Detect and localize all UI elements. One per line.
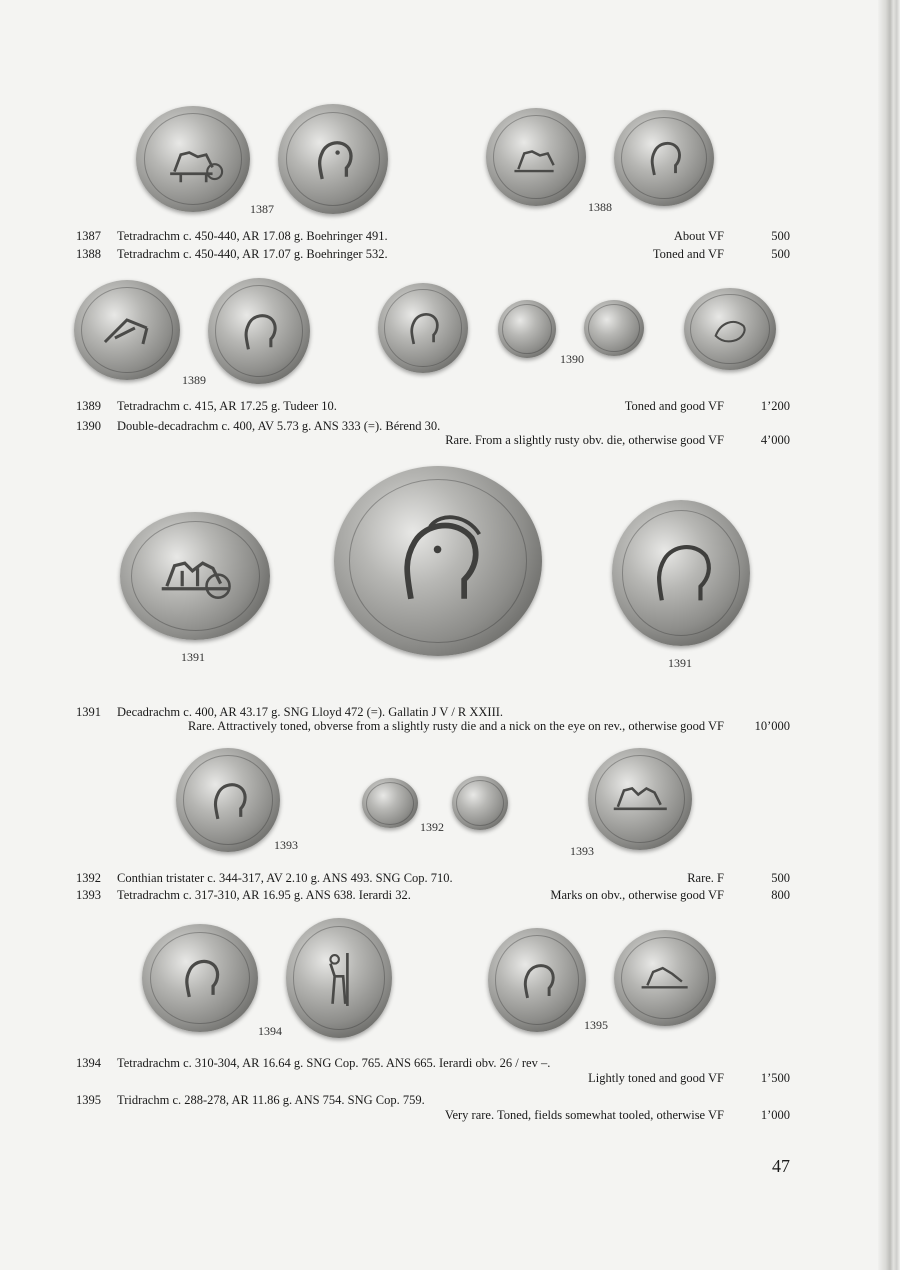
lot-grade: Rare. F (687, 871, 724, 885)
coin-1389-obverse-chariot (74, 280, 180, 380)
coin-1387-reverse-head (278, 104, 388, 214)
chariot-icon (632, 947, 697, 1008)
lot-grade: Toned and good VF (624, 399, 724, 413)
lot-description: Tetradrachm c. 450-440, AR 17.07 g. Boehringer 532. (117, 247, 388, 261)
coin-label-1392: 1392 (420, 820, 444, 834)
coin-label-1393-left: 1393 (274, 838, 298, 852)
lot-grade: Rare. From a slightly rusty obv. die, otherwise good VF (445, 433, 724, 447)
coin-label-1395: 1395 (584, 1018, 608, 1032)
coin-label-1394: 1394 (258, 1024, 282, 1038)
lot-description: Tetradrachm c. 317-310, AR 16.95 g. ANS 638. Ierardi 32. (117, 888, 411, 902)
lot-grade: Marks on obv., otherwise good VF (550, 888, 724, 902)
coin-1390-obverse-small (498, 300, 556, 358)
nike-icon (305, 940, 373, 1017)
heracles-lion-icon (701, 303, 760, 355)
lot-description: Conthian tristater c. 344-317, AV 2.10 g. ANS 493. SNG Cop. 710. (117, 871, 453, 885)
lot-number: 1392 (76, 871, 101, 885)
lot-grade: Rare. Attractively toned, obverse from a slightly rusty die and a nick on the eye on rev., otherwise good VF (188, 719, 724, 733)
coin-1394-obverse-head (142, 924, 258, 1032)
coin-label-1391-right: 1391 (668, 656, 692, 670)
lot-price: 1’000 (760, 1108, 790, 1122)
coin-1392-obverse (362, 778, 418, 828)
lot-grade: Toned and VF (652, 247, 724, 261)
coin-label-1393-right: 1393 (570, 844, 594, 858)
lot-row-1388 (76, 246, 790, 262)
lot-row-1394 (76, 1055, 790, 1071)
chariot-icon (504, 126, 568, 189)
coin-1389-reverse-head (208, 278, 310, 384)
coin-1387-obverse-chariot (136, 106, 250, 212)
lot-description: Decadrachm c. 400, AR 43.17 g. SNG Lloyd 472 (=). Gallatin J V / R XXIII. (117, 705, 504, 719)
lot-row-1393 (76, 887, 790, 903)
chariot-icon (93, 298, 161, 362)
lot-row-1387 (76, 228, 790, 244)
coin-label-1388: 1388 (588, 200, 612, 214)
lot-row-1395-grade (76, 1107, 790, 1123)
coin-label-1387: 1387 (250, 202, 274, 216)
lot-number: 1391 (76, 705, 101, 719)
lot-number: 1395 (76, 1093, 101, 1107)
coin-label-1391-left: 1391 (181, 650, 205, 664)
head-profile-icon (298, 124, 368, 194)
lot-description: Tetradrachm c. 415, AR 17.25 g. Tudeer 10. (117, 399, 337, 413)
head-profile-icon (506, 947, 569, 1014)
lot-grade: Very rare. Toned, fields somewhat tooled, otherwise VF (444, 1108, 724, 1122)
head-profile-icon (163, 943, 237, 1012)
lot-price: 4’000 (760, 433, 790, 447)
lot-description: Tetradrachm c. 450-440, AR 17.08 g. Boehringer 491. (117, 229, 388, 243)
coin-1391-quadriga (120, 512, 270, 640)
lot-price: 500 (771, 229, 790, 243)
lot-grade: About VF (673, 229, 724, 243)
coin-1388-reverse-head (614, 110, 714, 206)
coin-1395-obverse-head (488, 928, 586, 1032)
lot-row-1389 (76, 398, 790, 414)
coin-1388-obverse-chariot (486, 108, 586, 206)
lot-number: 1393 (76, 888, 101, 902)
coin-1393-obverse-head (176, 748, 280, 852)
coin-1391-arethusa (612, 500, 750, 646)
coin-label-1390: 1390 (560, 352, 584, 366)
lot-row-1395 (76, 1092, 790, 1108)
lot-price: 1’200 (760, 399, 790, 413)
coin-1393-reverse-quadriga (588, 748, 692, 850)
page-number: 47 (772, 1156, 790, 1176)
coin-1391-arethusa-large (334, 466, 542, 656)
lot-number: 1388 (76, 247, 101, 261)
lot-number: 1390 (76, 419, 101, 433)
head-profile-icon (632, 127, 696, 188)
lot-row-1394-grade (76, 1070, 790, 1086)
lot-grade: Lightly toned and good VF (588, 1071, 724, 1085)
lot-price: 10’000 (754, 719, 790, 733)
lot-number: 1389 (76, 399, 101, 413)
coin-1392-reverse-pegasus (452, 776, 508, 830)
lot-description: Tridrachm c. 288-278, AR 11.86 g. ANS 754. SNG Cop. 759. (117, 1093, 425, 1107)
lot-description: Tetradrachm c. 310-304, AR 16.64 g. SNG Cop. 765. ANS 665. Ierardi obv. 26 / rev –. (117, 1056, 551, 1070)
lot-price: 800 (771, 888, 790, 902)
coin-1390-obverse-large (378, 283, 468, 373)
head-profile-icon (226, 297, 291, 365)
chariot-icon (157, 125, 230, 193)
head-profile-icon (394, 299, 452, 357)
quadriga-icon (607, 766, 674, 831)
lot-description: Double-decadrachm c. 400, AV 5.73 g. ANS 333 (=). Bérend 30. (117, 419, 441, 433)
coin-label-1389: 1389 (182, 373, 206, 387)
lot-row-1390-grade (76, 432, 790, 448)
coin-1390-reverse-small (584, 300, 644, 356)
quadriga-icon (147, 535, 243, 617)
arethusa-head-icon (371, 500, 504, 622)
lot-price: 1’500 (760, 1071, 790, 1085)
book-spine-shadow (878, 0, 900, 1270)
lot-row-1391-grade (76, 718, 790, 734)
lot-number: 1394 (76, 1056, 101, 1070)
lot-price: 500 (771, 871, 790, 885)
head-profile-icon (195, 767, 262, 834)
arethusa-head-icon (637, 526, 725, 619)
lot-price: 500 (771, 247, 790, 261)
lot-number: 1387 (76, 229, 101, 243)
coin-1394-reverse-nike (286, 918, 392, 1038)
coin-1395-reverse-chariot (614, 930, 716, 1026)
lot-row-1392 (76, 870, 790, 886)
coin-1390-reverse-large (684, 288, 776, 370)
